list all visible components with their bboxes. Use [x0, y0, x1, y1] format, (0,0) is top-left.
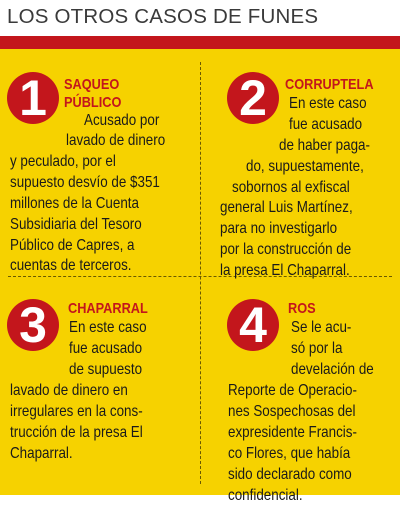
- vertical-dashed-divider: [200, 62, 201, 484]
- case-3-body-line: Chaparral.: [10, 445, 73, 462]
- case-3-body-line: irregulares en la cons-: [10, 403, 143, 420]
- case-1-title-line-1: SAQUEO: [64, 76, 120, 93]
- case-1-body-line: Público de Capres, a: [10, 237, 135, 254]
- case-2-body-line: En este caso: [289, 95, 367, 112]
- case-1-body-line: millones de la Cuenta: [10, 195, 139, 212]
- case-4-body-line: Reporte de Operacio-: [228, 382, 357, 399]
- case-4-body-line: Se le acu-: [291, 319, 352, 336]
- page-title: LOS OTROS CASOS DE FUNES: [7, 5, 319, 28]
- case-1-title-line-2: PÚBLICO: [64, 94, 122, 111]
- case-3-body-line: En este caso: [69, 319, 147, 336]
- case-4-body-line: sido declarado como: [228, 466, 352, 483]
- case-2-title-line-1: CORRUPTELA: [285, 76, 374, 93]
- case-4-body-line: nes Sospechosas del: [228, 403, 356, 420]
- case-1-body-line: lavado de dinero: [66, 132, 166, 149]
- case-1-body-line: Subsidiaria del Tesoro: [10, 216, 142, 233]
- case-3-body-line: de supuesto: [69, 361, 143, 378]
- case-1-body-line: y peculado, por el: [10, 153, 116, 170]
- case-4-body-line: expresidente Francis-: [228, 424, 357, 441]
- case-2-number: 2: [239, 71, 267, 125]
- case-4-body-line: co Flores, que había: [228, 445, 351, 462]
- case-4-number-badge: [226, 298, 280, 352]
- case-3-body-line: trucción de la presa El: [10, 424, 143, 441]
- case-1-body-line: supuesto desvío de $351: [10, 174, 160, 191]
- case-4-body-line: confidencial.: [228, 487, 303, 504]
- case-2-body-line: la presa El Chaparral.: [220, 262, 350, 279]
- case-4-body-line: só por la: [291, 340, 343, 357]
- case-2-body-line: de haber paga-: [279, 137, 370, 154]
- case-4-title-line-1: ROS: [288, 300, 316, 317]
- case-2-number-badge: [226, 71, 280, 125]
- case-3-number: 3: [19, 298, 47, 352]
- case-1-body-line: Acusado por: [84, 112, 160, 129]
- case-3-body-line: fue acusado: [69, 340, 143, 357]
- case-2-body-line: fue acusado: [289, 116, 363, 133]
- header: [0, 0, 400, 40]
- case-4-body-line: develación de: [291, 361, 374, 378]
- case-2-body-line: do, supuestamente,: [246, 158, 364, 175]
- case-2-body-line: sobornos al exfiscal: [232, 179, 350, 196]
- case-2-body-line: general Luis Martínez,: [220, 199, 353, 216]
- case-2-body-line: por la construcción de: [220, 241, 352, 258]
- case-3-body-line: lavado de dinero en: [10, 382, 128, 399]
- case-1-number: 1: [19, 71, 47, 125]
- header-red-bar: [0, 36, 400, 49]
- case-3-title-line-1: CHAPARRAL: [68, 300, 148, 317]
- case-1-number-badge: [6, 71, 60, 125]
- case-1-body-line: cuentas de terceros.: [10, 257, 132, 274]
- case-3-number-badge: [6, 298, 60, 352]
- case-4-number: 4: [239, 298, 267, 352]
- case-2-body-line: para no investigarlo: [220, 220, 338, 237]
